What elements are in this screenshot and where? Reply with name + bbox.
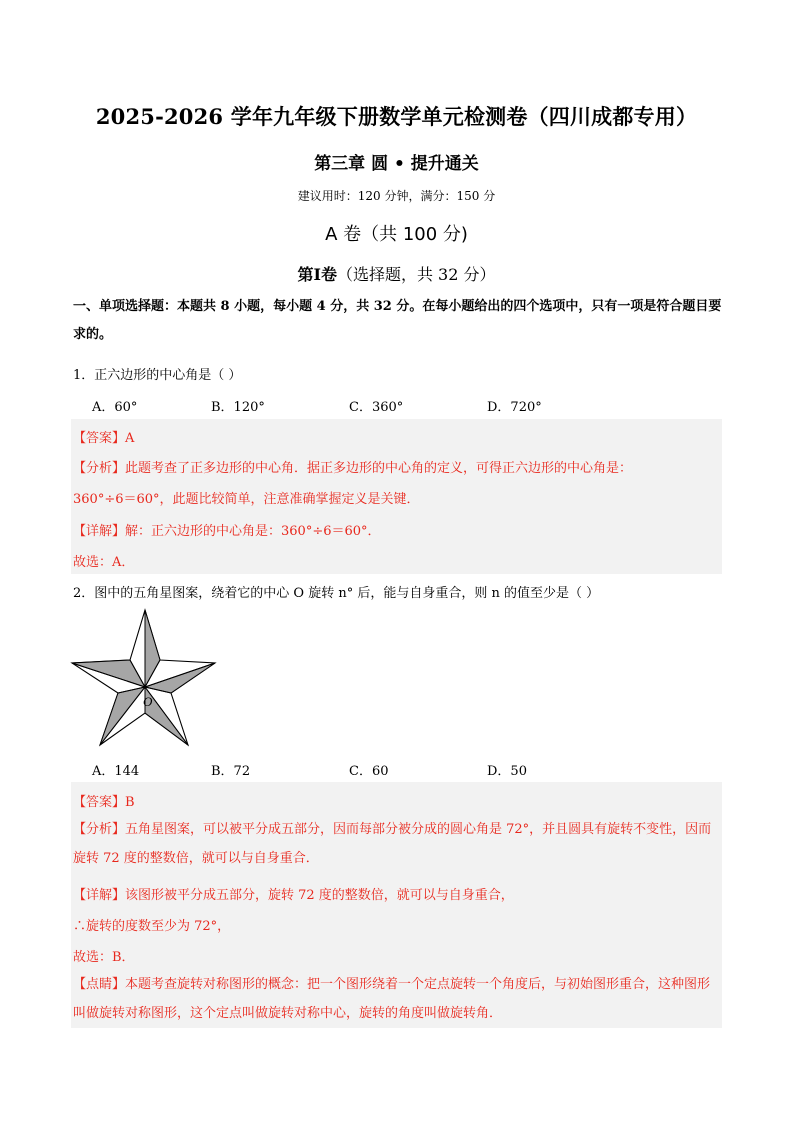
q2-option-b: B．72 (211, 764, 251, 779)
q1-analysis-line-2: 360°÷6＝60°，此题比较简单，注意准确掌握定义是关键． (73, 492, 420, 507)
q1-option-d: D．720° (487, 400, 542, 415)
question-1-stem: 1．正六边形的中心角是（ ） (73, 368, 242, 383)
q1-answer: 【答案】A (73, 431, 135, 446)
q2-option-c: C．60 (349, 764, 389, 779)
part-label: 第Ⅰ卷 (297, 265, 337, 284)
q1-detail: 【详解】解：正六边形的中心角是：360°÷6＝60°． (73, 524, 381, 539)
q2-therefore: ∴旋转的度数至少为 72°， (73, 919, 231, 934)
chapter-subtitle: 第三章 圆 • 提升通关 (314, 154, 479, 174)
volume-heading: A 卷（共 100 分) (325, 224, 468, 245)
part-heading (0, 262, 793, 285)
q2-analysis: 【分析】五角星图案，可以被平分成五部分，因而每部分被分成的圆心角是 72°，并且圆具有旋转不变性，因而旋转 72 度的整数倍，就可以与自身重合． (73, 822, 712, 866)
center-label-o: O (143, 694, 153, 709)
q1-option-c: C．360° (349, 400, 404, 415)
time-score-info: 建议用时：120 分钟，满分：150 分 (297, 189, 496, 203)
q2-answer: 【答案】B (73, 795, 135, 810)
q2-choice: 故选：B． (73, 950, 135, 965)
five-pointed-star-figure (70, 607, 218, 747)
q2-detail: 【详解】该图形被平分成五部分，旋转 72 度的整数倍，就可以与自身重合， (73, 888, 514, 903)
section-instructions: 一、单项选择题：本题共 8 小题，每小题 4 分，共 32 分。在每小题给出的四个选项中，只有一项是符合题目要求的。 (73, 299, 722, 342)
q2-option-a: A．144 (92, 764, 140, 779)
q1-option-a: A．60° (92, 400, 138, 415)
q1-option-b: B．120° (211, 400, 265, 415)
q2-comment: 【点睛】本题考查旋转对称图形的概念：把一个图形绕着一个定点旋转一个角度后，与初始图形重合，这种图形叫做旋转对称图形，这个定点叫做旋转对称中心，旋转的角度叫做旋转角． (73, 977, 711, 1021)
q1-choice: 故选：A． (73, 555, 135, 570)
part-description: （选择题，共 32 分） (336, 265, 496, 284)
page-title: 2025-2026 学年九年级下册数学单元检测卷（四川成都专用） (95, 104, 698, 129)
question-2-stem: 2．图中的五角星图案，绕着它的中心 O 旋转 n° 后，能与自身重合，则 n 的值至少是（ ） (73, 586, 600, 601)
q2-option-d: D．50 (487, 764, 527, 779)
q1-analysis-line-1: 【分析】此题考查了正多边形的中心角．据正多边形的中心角的定义，可得正六边形的中心角是： (73, 461, 633, 476)
